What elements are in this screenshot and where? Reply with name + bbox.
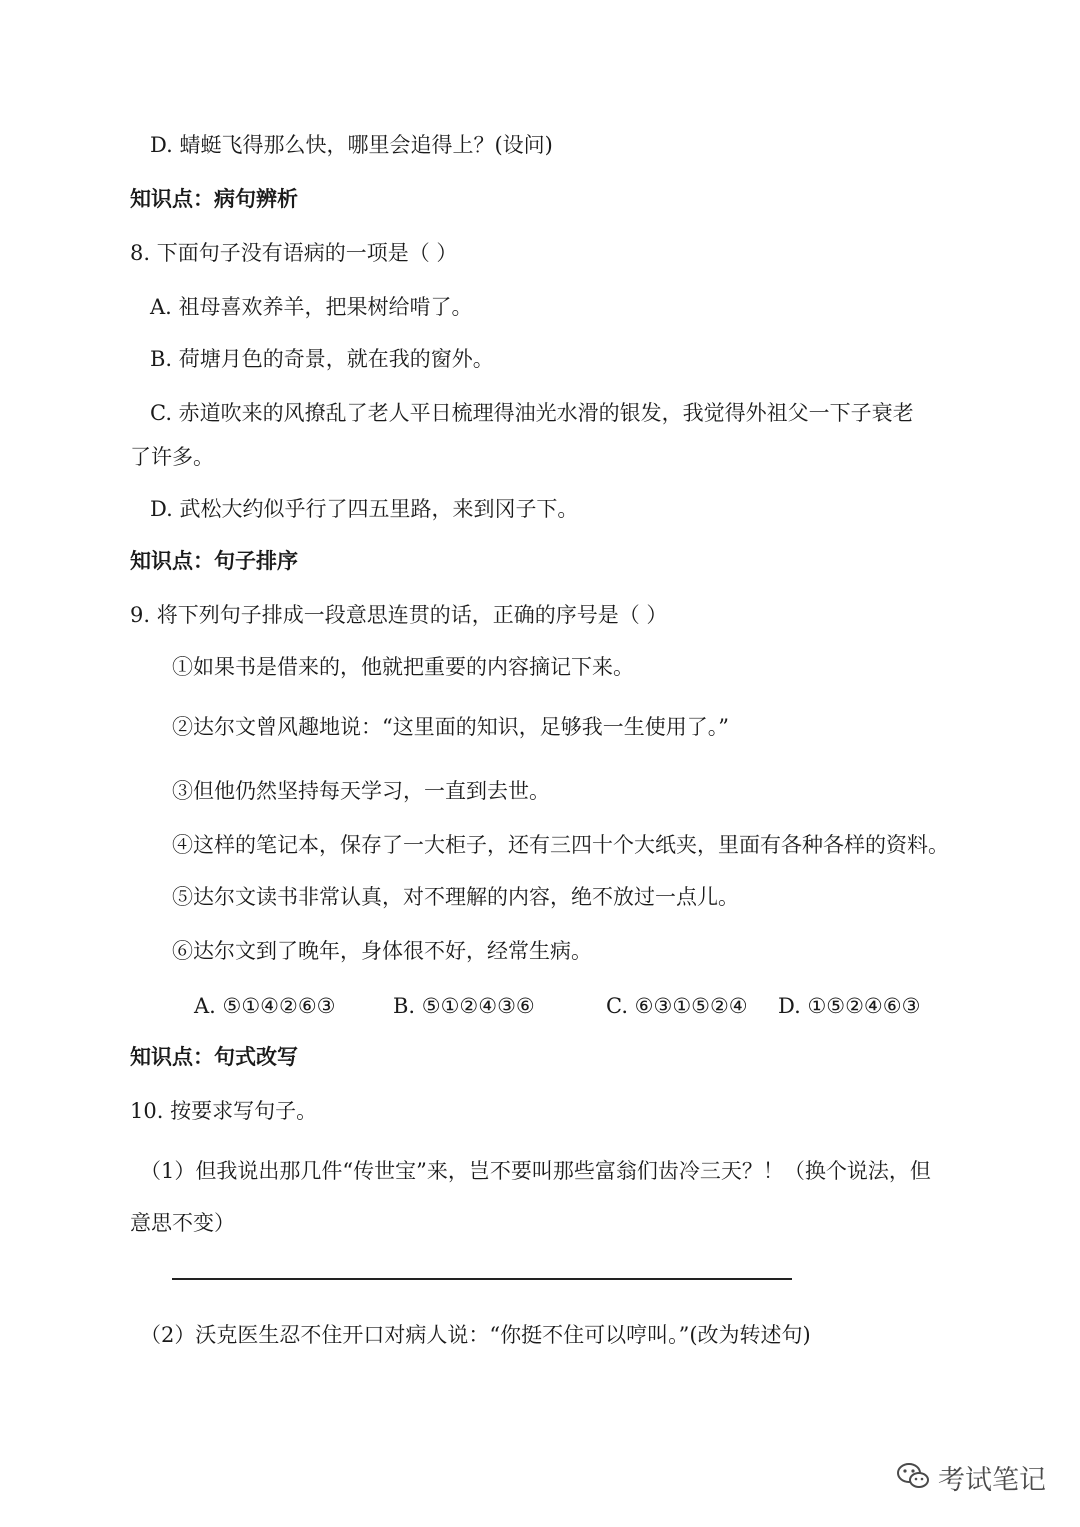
q9-sentence-4: ④这样的笔记本，保存了一大柜子，还有三四十个大纸夹，里面有各种各样的资料。 (172, 833, 949, 857)
q9-option-b: B. ⑤①②④③⑥ (393, 994, 535, 1018)
answer-blank-line (172, 1278, 792, 1280)
q9-option-a: A. ⑤①④②⑥③ (194, 994, 336, 1018)
q9-stem: 9. 将下列句子排成一段意思连贯的话，正确的序号是（ ） (130, 603, 668, 627)
q8-option-a: A. 祖母喜欢养羊，把果树给啃了。 (150, 295, 473, 319)
knowledge-point-heading: 知识点：句式改写 (130, 1044, 298, 1069)
q9-sentence-1: ①如果书是借来的，他就把重要的内容摘记下来。 (172, 655, 634, 679)
q10-stem: 10. 按要求写句子。 (130, 1099, 318, 1123)
knowledge-point-heading: 知识点：病句辨析 (130, 186, 298, 211)
q9-option-c: C. ⑥③①⑤②④ (606, 994, 748, 1018)
q9-sentence-3: ③但他仍然坚持每天学习，一直到去世。 (172, 779, 550, 803)
q9-sentence-5: ⑤达尔文读书非常认真，对不理解的内容，绝不放过一点儿。 (172, 885, 739, 909)
watermark (896, 1458, 1046, 1497)
q10-part1-line1: （1）但我说出那几件“传世宝”来，岂不要叫那些富翁们齿冷三天？！（换个说法，但 (140, 1159, 931, 1183)
q7-option-d: D. 蜻蜓飞得那么快，哪里会追得上？(设问) (150, 133, 553, 157)
q9-sentence-6: ⑥达尔文到了晚年，身体很不好，经常生病。 (172, 939, 592, 963)
q8-option-c-line2: 了许多。 (130, 445, 214, 469)
q8-option-d: D. 武松大约似乎行了四五里路，来到冈子下。 (150, 497, 579, 521)
q10-part2: （2）沃克医生忍不住开口对病人说：“你挺不住可以哼叫。”(改为转述句) (140, 1323, 811, 1347)
q8-stem: 8. 下面句子没有语病的一项是（ ） (130, 241, 458, 265)
q9-sentence-2: ②达尔文曾风趣地说：“这里面的知识，足够我一生使用了。” (172, 715, 729, 739)
q10-part1-line2: 意思不变） (130, 1211, 235, 1235)
q8-option-c-line1: C. 赤道吹来的风撩乱了老人平日梳理得油光水滑的银发，我觉得外祖父一下子衰老 (150, 401, 914, 425)
q8-option-b: B. 荷塘月色的奇景，就在我的窗外。 (150, 347, 494, 371)
wechat-icon (896, 1461, 930, 1495)
knowledge-point-heading: 知识点：句子排序 (130, 548, 298, 573)
q9-option-d: D. ①⑤②④⑥③ (778, 994, 921, 1018)
watermark-text: 考试笔记 (938, 1465, 1046, 1496)
